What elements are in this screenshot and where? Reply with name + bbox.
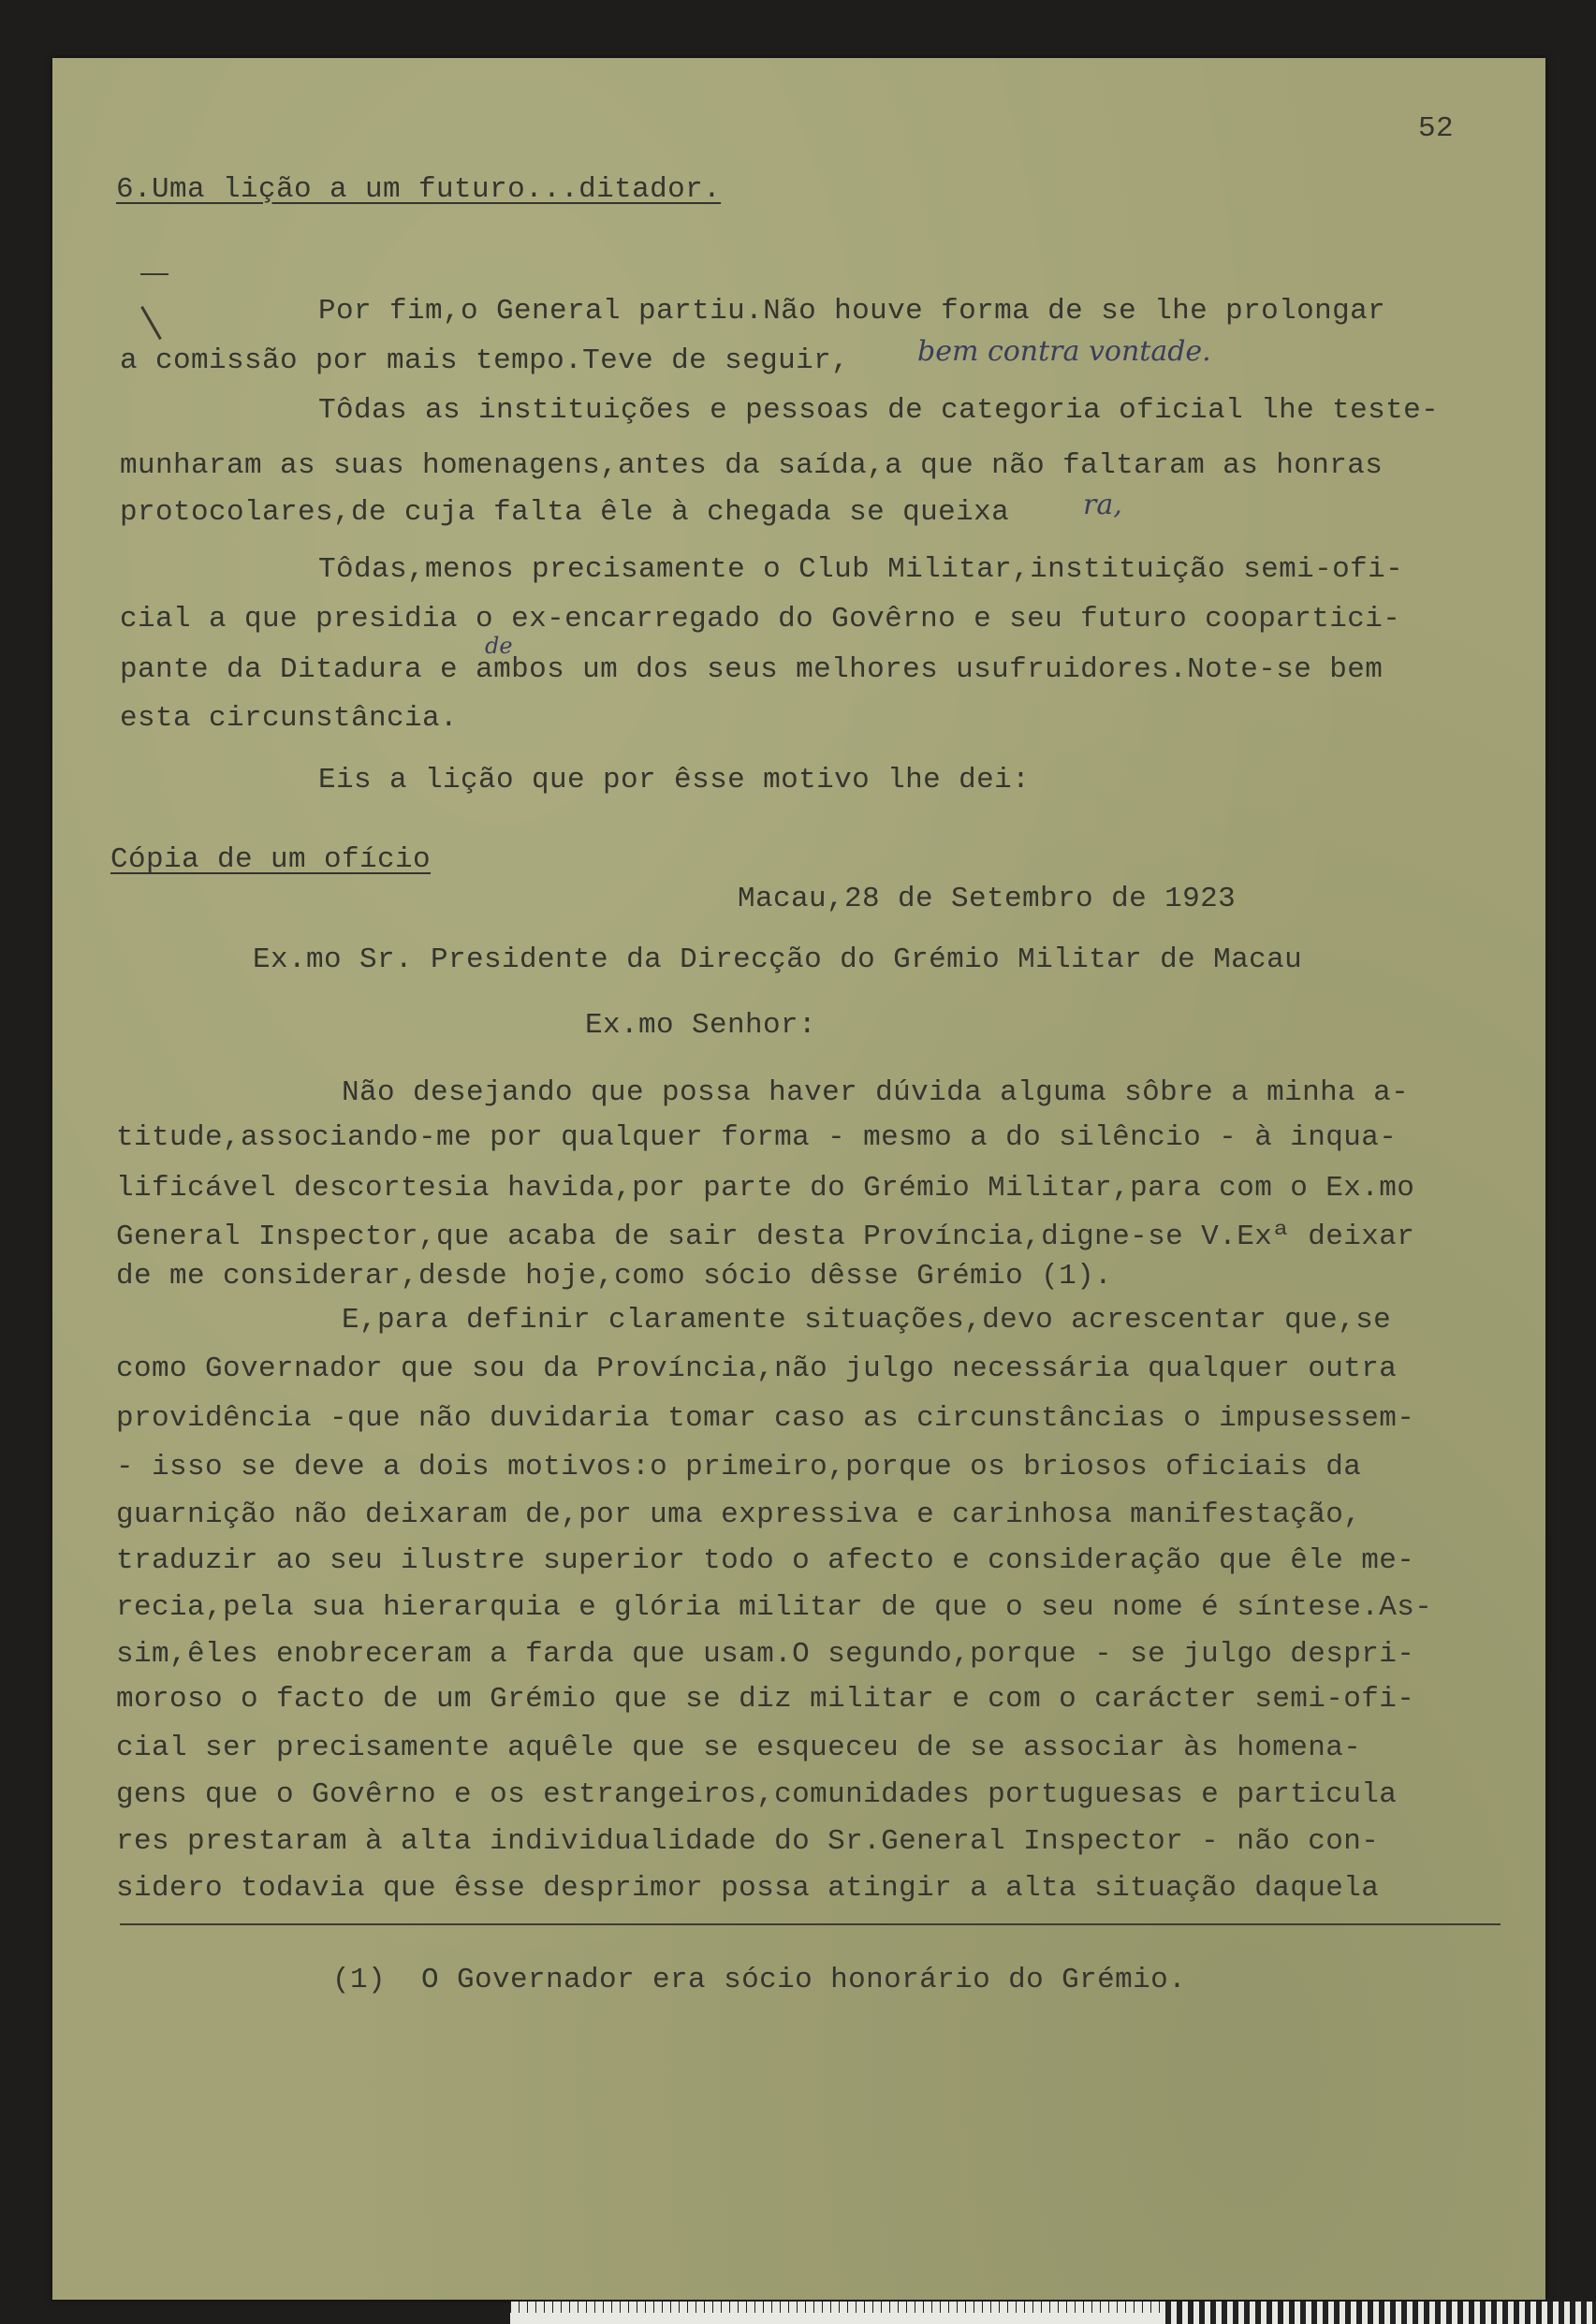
text-line: esta circunstância. bbox=[120, 702, 459, 735]
letter-line: titude,associando-me por qualquer forma - mesmo a do silêncio - à inqua- bbox=[116, 1121, 1398, 1154]
letter-line: traduzir ao seu ilustre superior todo o afecto e consideração que êle me- bbox=[116, 1544, 1415, 1577]
footnote: (1) O Governador era sócio honorário do Grémio. bbox=[332, 1964, 1187, 1996]
text-line: Tôdas,menos precisamente o Club Militar,instituição semi-ofi- bbox=[318, 553, 1404, 586]
text-line: munharam as suas homenagens,antes da saída,a que não faltaram as honras bbox=[120, 449, 1384, 482]
letter-place-date: Macau,28 de Setembro de 1923 bbox=[738, 883, 1237, 915]
letter-line: sim,êles enobreceram a farda que usam.O segundo,porque - se julgo despri- bbox=[116, 1638, 1415, 1671]
letter-line: - isso se deve a dois motivos:o primeiro,porque os briosos oficiais da bbox=[116, 1451, 1362, 1484]
letter-line: Não desejando que possa haver dúvida alguma sôbre a minha a- bbox=[342, 1076, 1410, 1109]
text-line: protocolares,de cuja falta êle à chegada se queixa bbox=[120, 496, 1010, 529]
margin-dash bbox=[140, 273, 168, 275]
letter-line: recia,pela sua hierarquia e glória militar de que o seu nome é síntese.As- bbox=[116, 1591, 1433, 1624]
letter-line: providência -que não duvidaria tomar caso as circunstâncias o impusessem- bbox=[116, 1402, 1415, 1435]
letter-salutation: Ex.mo Senhor: bbox=[585, 1009, 817, 1042]
scale-ruler bbox=[510, 2302, 1596, 2324]
handwritten-insertion: ra, bbox=[1083, 489, 1122, 521]
handwritten-insertion: bem contra vontade. bbox=[917, 335, 1211, 368]
text-line: Por fim,o General partiu.Não houve forma de se lhe prolongar bbox=[318, 295, 1386, 328]
text-line: a comissão por mais tempo.Teve de seguir, bbox=[120, 344, 850, 377]
letter-line: moroso o facto de um Grémio que se diz militar e com o carácter semi-ofi- bbox=[116, 1683, 1415, 1716]
letter-line: como Governador que sou da Província,não julgo necessária qualquer outra bbox=[116, 1352, 1398, 1385]
letter-line: E,para definir claramente situações,devo acrescentar que,se bbox=[342, 1304, 1392, 1337]
letter-addressee: Ex.mo Sr. Presidente da Direcção do Grémio Militar de Macau bbox=[253, 943, 1303, 976]
copy-title: Cópia de um ofício bbox=[110, 843, 432, 876]
letter-line: res prestaram à alta individualidade do Sr.General Inspector - não con- bbox=[116, 1825, 1380, 1858]
handwritten-insertion: de bbox=[485, 633, 513, 659]
text-line: Eis a lição que por êsse motivo lhe dei: bbox=[318, 764, 1031, 797]
letter-line: General Inspector,que acaba de sair desta Província,digne-se V.Exª deixar bbox=[116, 1220, 1415, 1253]
text-line: Tôdas as instituições e pessoas de categoria oficial lhe teste- bbox=[318, 394, 1440, 427]
letter-line: guarnição não deixaram de,por uma expressiva e carinhosa manifestação, bbox=[116, 1498, 1362, 1531]
letter-line: sidero todavia que êsse desprimor possa atingir a alta situação daquela bbox=[116, 1872, 1380, 1905]
section-heading: 6.Uma lição a um futuro...ditador. bbox=[116, 173, 722, 206]
text-line: pante da Ditadura e ambos um dos seus melhores usufruidores.Note-se bem bbox=[120, 653, 1384, 686]
footnote-rule bbox=[120, 1923, 1501, 1925]
letter-line: de me considerar,desde hoje,como sócio dêsse Grémio (1). bbox=[116, 1260, 1113, 1293]
text-line: cial a que presidia o ex-encarregado do Govêrno e seu futuro coopartici- bbox=[120, 603, 1401, 636]
page-number: 52 bbox=[1418, 112, 1455, 145]
letter-line: cial ser precisamente aquêle que se esqueceu de se associar às homena- bbox=[116, 1732, 1362, 1764]
letter-line: lificável descortesia havida,por parte do Grémio Militar,para com o Ex.mo bbox=[116, 1172, 1415, 1205]
letter-line: gens que o Govêrno e os estrangeiros,comunidades portuguesas e particula bbox=[116, 1778, 1398, 1811]
